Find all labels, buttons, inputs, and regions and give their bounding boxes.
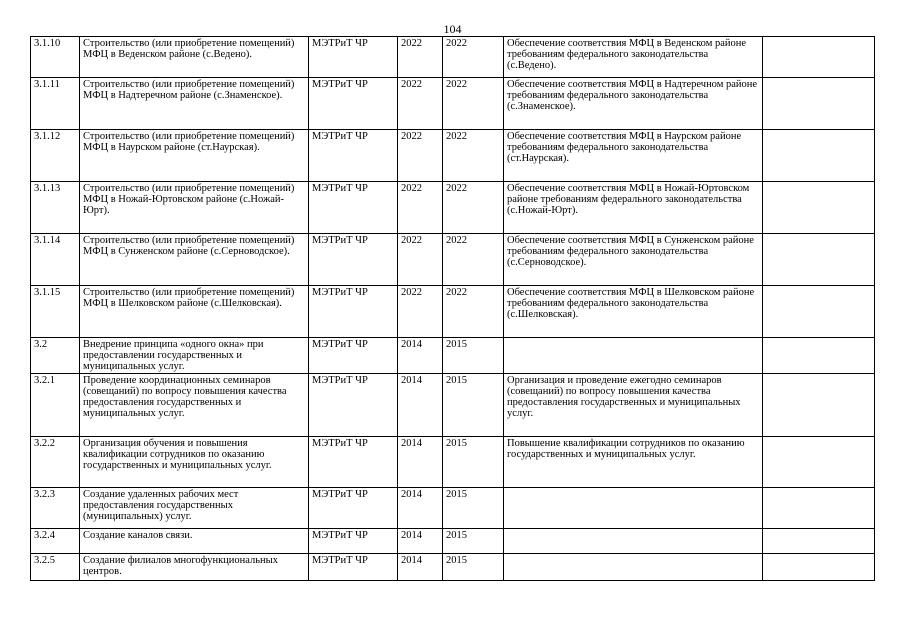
expected-result-cell [504,338,763,374]
executor-cell: МЭТРиТ ЧР [309,554,398,581]
executor-cell: МЭТРиТ ЧР [309,182,398,234]
end-year-cell: 2015 [443,338,504,374]
expected-result-cell: Организация и проведение ежегодно семинаров (совещаний) по вопросу повышения качества предоставления государственных и муниципальных услуг. [504,374,763,437]
expected-result-cell: Повышение квалификации сотрудников по оказанию государственных и муниципальных услуг. [504,437,763,488]
row-number-cell: 3.1.12 [31,130,80,182]
notes-cell [763,529,875,554]
end-year-cell: 2022 [443,286,504,338]
activity-name-cell: Проведение координационных семинаров (совещаний) по вопросу повышения качества предоставления государственных и муниципальных услуг. [80,374,309,437]
executor-cell: МЭТРиТ ЧР [309,437,398,488]
start-year-cell: 2022 [398,78,443,130]
activity-name-cell: Строительство (или приобретение помещений) МФЦ в Сунженском районе (с.Серноводское). [80,234,309,286]
notes-cell [763,374,875,437]
row-number-cell: 3.2 [31,338,80,374]
notes-cell [763,286,875,338]
end-year-cell: 2022 [443,130,504,182]
start-year-cell: 2022 [398,234,443,286]
activity-name-cell: Создание филиалов многофункциональных центров. [80,554,309,581]
row-number-cell: 3.1.13 [31,182,80,234]
notes-cell [763,554,875,581]
row-number-cell: 3.1.11 [31,78,80,130]
end-year-cell: 2022 [443,37,504,78]
end-year-cell: 2015 [443,488,504,529]
end-year-cell: 2022 [443,78,504,130]
expected-result-cell [504,488,763,529]
table-row [31,437,875,488]
start-year-cell: 2014 [398,488,443,529]
executor-cell: МЭТРиТ ЧР [309,130,398,182]
table-row [31,374,875,437]
start-year-cell: 2022 [398,286,443,338]
table-row [31,234,875,286]
table-row [31,529,875,554]
table-row [31,182,875,234]
executor-cell: МЭТРиТ ЧР [309,529,398,554]
expected-result-cell: Обеспечение соответствия МФЦ в Веденском районе требованиям федерального законодательства (с.Ведено). [504,37,763,78]
end-year-cell: 2015 [443,374,504,437]
table-row [31,554,875,581]
expected-result-cell: Обеспечение соответствия МФЦ в Ножай-Юртовском районе требованиям федерального законодательства (с.Ножай-Юрт). [504,182,763,234]
row-number-cell: 3.1.15 [31,286,80,338]
start-year-cell: 2022 [398,182,443,234]
activity-name-cell: Организация обучения и повышения квалификации сотрудников по оказанию государственных и муниципальных услуг. [80,437,309,488]
executor-cell: МЭТРиТ ЧР [309,78,398,130]
row-number-cell: 3.2.5 [31,554,80,581]
executor-cell: МЭТРиТ ЧР [309,234,398,286]
start-year-cell: 2014 [398,554,443,581]
activity-name-cell: Строительство (или приобретение помещений) МФЦ в Наурском районе (ст.Наурская). [80,130,309,182]
row-number-cell: 3.2.3 [31,488,80,529]
expected-result-cell [504,554,763,581]
table-row [31,37,875,78]
activity-name-cell: Внедрение принципа «одного окна» при предоставлении государственных и муниципальных услуг. [80,338,309,374]
end-year-cell: 2015 [443,437,504,488]
start-year-cell: 2014 [398,437,443,488]
row-number-cell: 3.2.2 [31,437,80,488]
activity-name-cell: Строительство (или приобретение помещений) МФЦ в Надтеречном районе (с.Знаменское). [80,78,309,130]
row-number-cell: 3.1.14 [31,234,80,286]
row-number-cell: 3.2.4 [31,529,80,554]
expected-result-cell: Обеспечение соответствия МФЦ в Наурском районе требованиям федерального законодательства (ст.Наурская). [504,130,763,182]
expected-result-cell: Обеспечение соответствия МФЦ в Шелковском районе требованиям федерального законодательства (с.Шелковская). [504,286,763,338]
notes-cell [763,78,875,130]
end-year-cell: 2022 [443,234,504,286]
notes-cell [763,130,875,182]
activity-name-cell: Строительство (или приобретение помещений) МФЦ в Шелковском районе (с.Шелковская). [80,286,309,338]
table-row [31,286,875,338]
end-year-cell: 2022 [443,182,504,234]
program-table [30,36,875,581]
start-year-cell: 2014 [398,374,443,437]
row-number-cell: 3.2.1 [31,374,80,437]
activity-name-cell: Строительство (или приобретение помещений) МФЦ в Веденском районе (с.Ведено). [80,37,309,78]
notes-cell [763,488,875,529]
row-number-cell: 3.1.10 [31,37,80,78]
expected-result-cell [504,529,763,554]
end-year-cell: 2015 [443,554,504,581]
expected-result-cell: Обеспечение соответствия МФЦ в Сунженском районе требованиям федерального законодательства (с.Серноводское). [504,234,763,286]
table-row [31,338,875,374]
start-year-cell: 2022 [398,130,443,182]
expected-result-cell: Обеспечение соответствия МФЦ в Надтеречном районе требованиям федерального законодательства (с.Знаменское). [504,78,763,130]
notes-cell [763,182,875,234]
executor-cell: МЭТРиТ ЧР [309,488,398,529]
table-row [31,488,875,529]
activity-name-cell: Создание удаленных рабочих мест предоставления государственных (муниципальных) услуг. [80,488,309,529]
executor-cell: МЭТРиТ ЧР [309,286,398,338]
notes-cell [763,234,875,286]
executor-cell: МЭТРиТ ЧР [309,338,398,374]
start-year-cell: 2014 [398,529,443,554]
activity-name-cell: Создание каналов связи. [80,529,309,554]
table-row [31,130,875,182]
notes-cell [763,37,875,78]
table-row [31,78,875,130]
activity-name-cell: Строительство (или приобретение помещений) МФЦ в Ножай-Юртовском районе (с.Ножай-Юрт). [80,182,309,234]
executor-cell: МЭТРиТ ЧР [309,37,398,78]
start-year-cell: 2014 [398,338,443,374]
page-number: 104 [443,22,462,36]
executor-cell: МЭТРиТ ЧР [309,374,398,437]
notes-cell [763,338,875,374]
start-year-cell: 2022 [398,37,443,78]
end-year-cell: 2015 [443,529,504,554]
notes-cell [763,437,875,488]
